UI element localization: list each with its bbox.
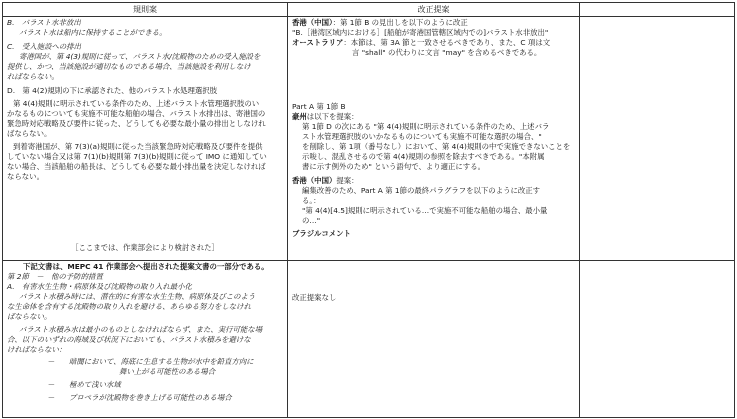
proposal-line: を削除し、第 1項（番号なし）において、第 4(4)規則の中で実施できないことを	[302, 142, 571, 151]
section-a-line: バラスト水積み時には、潜在的に有害な水生生物、病原体及びこのよう	[19, 292, 256, 301]
section-d-line: 第 4(4)規則に明示されている条件のため、上述バラスト水管理選択肢のい	[13, 99, 260, 108]
section-c-title: C. 受入施設への排出	[7, 42, 82, 51]
proposer-hong-kong: 香港（中国）	[292, 18, 333, 27]
draft-text-section2	[7, 262, 285, 403]
proposer-australia: オーストラリア	[292, 38, 344, 47]
section-d-line: ばならない。	[7, 129, 52, 138]
proposal-line: スト水管理選択肢のいかなるものについても実施不可能な選択の場合、"	[302, 132, 542, 141]
section-b-title: B. バラスト水非放出	[7, 18, 81, 27]
draft-text-section1	[7, 18, 285, 182]
proposal-text: ：第 1節 B の見出しを以下のように改正	[332, 18, 468, 27]
column-divider-2	[579, 3, 580, 417]
section-c-line: 寄港国が、第 4(3)規則に従って、バラスト水/沈殿物のための受入施設を	[19, 52, 261, 61]
proposal-line: 示唆し、混乱させるので第 4(4)規則の参照を除去すべきである。"本附属	[302, 152, 545, 161]
section-b-body: バラスト水は船内に保持することができる。	[19, 28, 167, 37]
section-c-line: 提供し、かつ、当該施設が適切なものである場合、当該施設を利用しなけ	[7, 62, 251, 71]
proposal-line: 書に示す例外のため" という語句で、より適正にする。	[302, 162, 485, 171]
proposer-brazil: ブラジルコメント	[292, 229, 351, 238]
proposal-text: ：本節は、第 3A 節と一致させるべきであり、また、C 項は文	[343, 38, 551, 47]
section-a-line: な生命体を含有する沈殿物の取り入れを避ける、あらゆる努力をしなけれ	[7, 302, 251, 311]
section-d2-line: していない場合又は第 7(1)(b)規則第 7(3)(b)規則に従って IMO に通知してい	[7, 152, 267, 161]
proposal-text: 提案：	[336, 176, 359, 185]
no-amendment-proposal: 改正提案なし	[292, 293, 337, 302]
dash-item-propeller: － プロペラが沈殿物を巻き上げる可能性のある場合	[47, 393, 232, 402]
section-d-line: かなるものについても実施不可能な船舶の場合、バラスト水排出は、寄港国の	[7, 109, 266, 118]
amendment-proposals	[292, 18, 577, 239]
dash-item-darkness: － 暗闇において、海底に生息する生物が水中を鉛直方向に	[47, 357, 254, 366]
section-d-line: 緊急時対応戦略及び要件に従った、どうしても必要な最小量の排出としなけれ	[7, 119, 266, 128]
section-d2-line: 到着寄港国が、第 7(3)(a)規則に従った当該緊急時対応戦略及び要件を提供	[13, 142, 263, 151]
section-d2-line: ならない。	[7, 172, 44, 181]
proposer-australia-2: 豪州	[292, 112, 307, 121]
dash-item-continuation: 舞い上がる可能性のある場合	[119, 367, 216, 376]
section-c-line: ればならない。	[7, 72, 59, 81]
proposal-line: 第 1節 D の次にある "第 4(4)規則に明示されている条件のため、上述バラ	[302, 122, 550, 131]
working-group-bracket-note: ［ここまでは、作業部会により検討された］	[71, 243, 219, 252]
dash-item-text: 極めて浅い水域	[69, 380, 121, 389]
header-draft-regulation: 規則案	[133, 5, 157, 14]
section2-title: 第 2節 － 他の予防的措置	[7, 272, 103, 281]
section-d2-line: ない場合、当該船舶の船長は、どうしても必要な最小排出量を決定しなければ	[7, 162, 266, 171]
proposal-line: の…"	[302, 216, 321, 225]
header-divider	[3, 16, 734, 17]
dash-item-shallow: － 極めて浅い水域	[47, 380, 121, 389]
dash-item-text: 暗闇において、海底に生息する生物が水中を鉛直方向に	[69, 357, 254, 366]
dash-item-text: プロペラが沈殿物を巻き上げる可能性のある場合	[69, 393, 232, 402]
section-a2-line: バラスト水積み水は最小のものとしなければならず、また、実行可能な場	[19, 325, 263, 334]
proposal-text: は以下を提案：	[306, 112, 359, 121]
section-d-title: D. 第 4(2)規則の下に承認された、他のバラスト水処理選択肢	[7, 86, 218, 95]
document-table	[2, 2, 735, 418]
column-divider-1	[287, 3, 288, 417]
proposal-line: 編集改善のため、Part A 第 1節の最終パラグラフを以下のように改正す	[302, 186, 541, 195]
proposer-hong-kong-2: 香港（中国）	[292, 176, 337, 185]
proposal-line: る。：	[302, 196, 321, 205]
proposal-line: "第 4(4)[4.5]規則に明示されている…で実施不可能な船舶の場合、最小量	[302, 206, 548, 215]
section-a2-line: ければならない：	[7, 345, 67, 354]
section-a2-line: 合、以下のいずれの海域及び状況下においても、バラスト水積みを避けな	[7, 335, 251, 344]
proposal-text: 言 "shall" の代わりに文言 "may" を含めるべきである。	[352, 48, 542, 57]
submission-note: 下記文書は、MEPC 41 作業部会へ提出された提案文書の一部分である。	[23, 262, 269, 271]
section-a-line: ばならない。	[7, 312, 52, 321]
row-divider	[3, 260, 734, 261]
part-a-title: Part A 第 1節 B	[292, 102, 346, 111]
header-amendment-proposal: 改正提案	[417, 5, 450, 14]
section-a-title: A. 有害水生生物・病原体及び沈殿物の取り入れ最小化	[7, 282, 192, 291]
proposal-quote: "B.［港湾区域内における］[船舶が寄港国管轄区域内での]バラスト水非放出"	[292, 28, 549, 37]
